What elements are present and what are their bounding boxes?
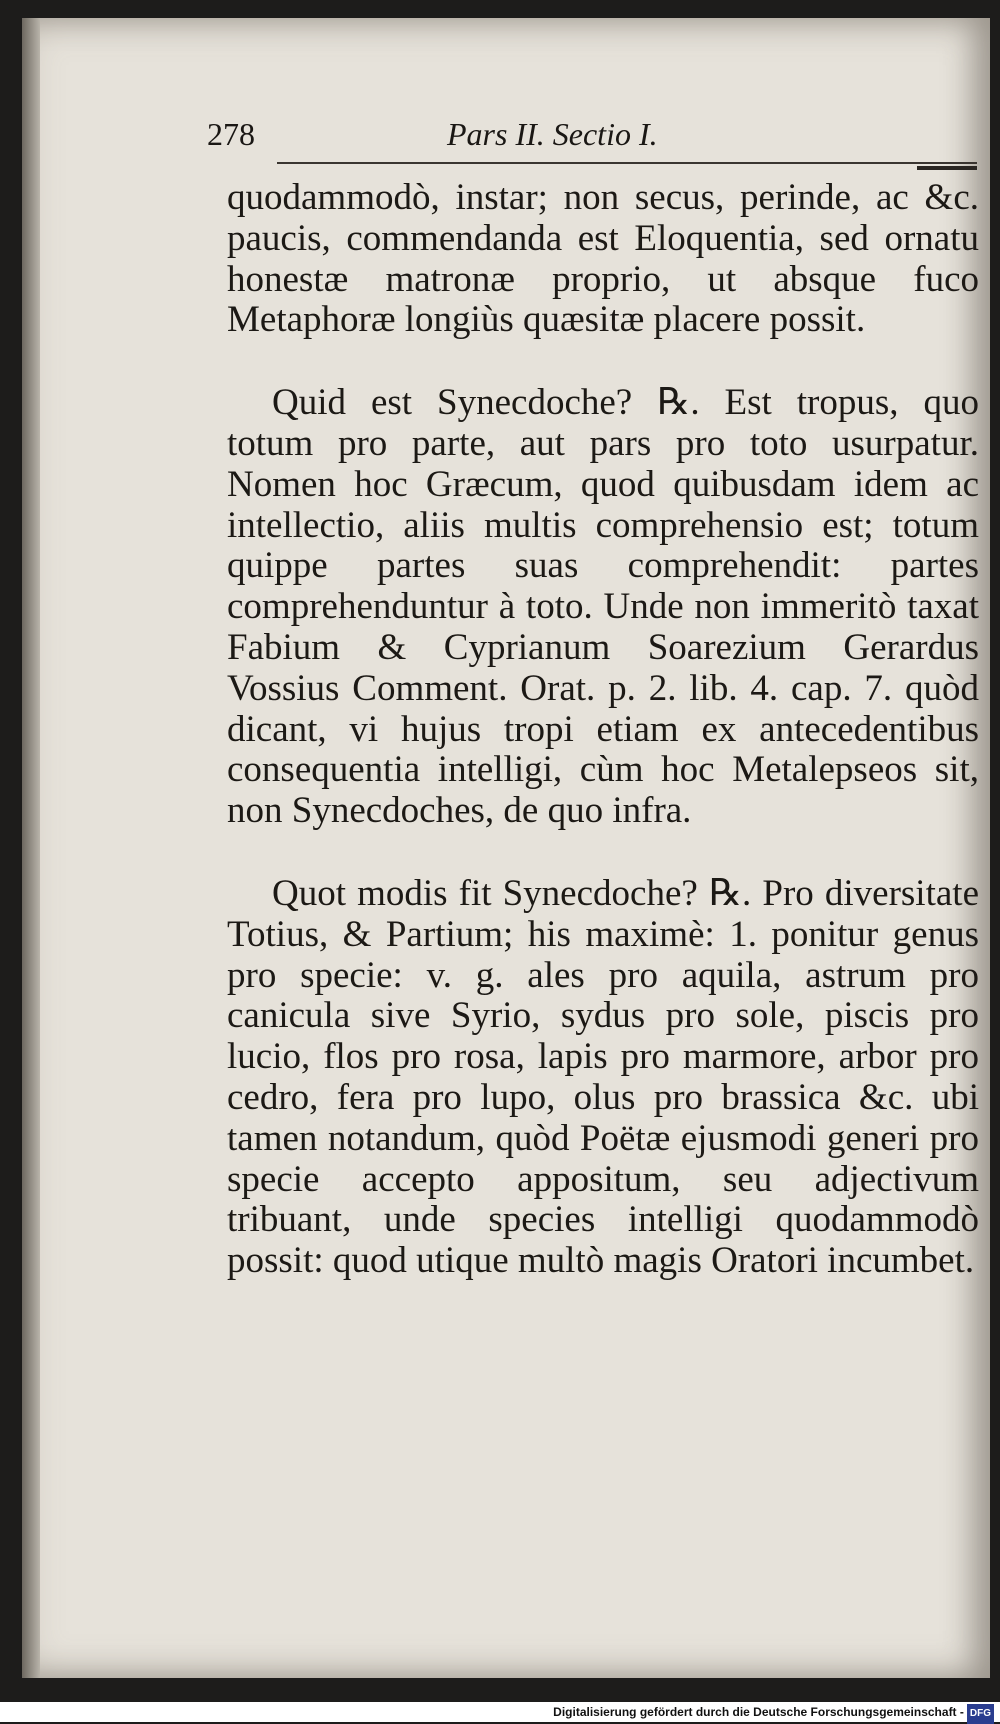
footer-text: Digitalisierung gefördert durch die Deutsche Forschungsgemeinschaft - [553,1705,964,1719]
header-rule [277,162,977,164]
paragraph-continuation: quodammodò, instar; non secus, perinde, ac &c. paucis, commendanda est Eloquentia, sed ornatu honestæ matronæ proprio, ut absque fuco Metaphoræ longiùs quæsitæ placere possit. [227,177,979,341]
page-number: 278 [207,116,255,152]
header-rule-thick [917,166,977,170]
page-header [207,106,977,164]
digitization-footer [0,1702,1000,1722]
book-page [22,18,990,1678]
book-spine-shadow [22,18,40,1678]
paragraph-synecdoche-modes: Quot modis fit Synecdoche? ℞. Pro diversitate Totius, & Partium; his maximè: 1. ponitur genus pro specie: v. g. ales pro aquila, astrum pro canicula sive Syrio, sydus pro sole, piscis pro lucio, flos pro rosa, lapis pro marmore, arbor pro cedro, fera pro lupo, olus pro brassica &c. ubi tamen notandum, quòd Poëtæ ejusmodi generi pro specie accepto appositum, seu adjectivum tribuant, unde species intelligi quodammodò possit: quod utique multò magis Oratori incumbet. [227,872,979,1282]
running-head: Pars II. Sectio I. [447,116,658,152]
paragraph-synecdoche-definition: Quid est Synecdoche? ℞. Est tropus, quo totum pro parte, aut pars pro toto usurpatur. Nomen hoc Græcum, quod quibusdam idem ac intellectio, aliis multis comprehensio est; totum quippe partes suas comprehendit: partes comprehenduntur à toto. Unde non immeritò taxat Fabium & Cyprianum Soarezium Gerardus Vossius Comment. Orat. p. 2. lib. 4. cap. 7. quòd dicant, vi hujus tropi etiam ex antecedentibus consequentia intelligi, cùm hoc Metalepseos sit, non Synecdoches, de quo infra. [227,382,979,832]
dfg-logo: DFG [967,1704,994,1724]
page-body [227,178,979,1282]
